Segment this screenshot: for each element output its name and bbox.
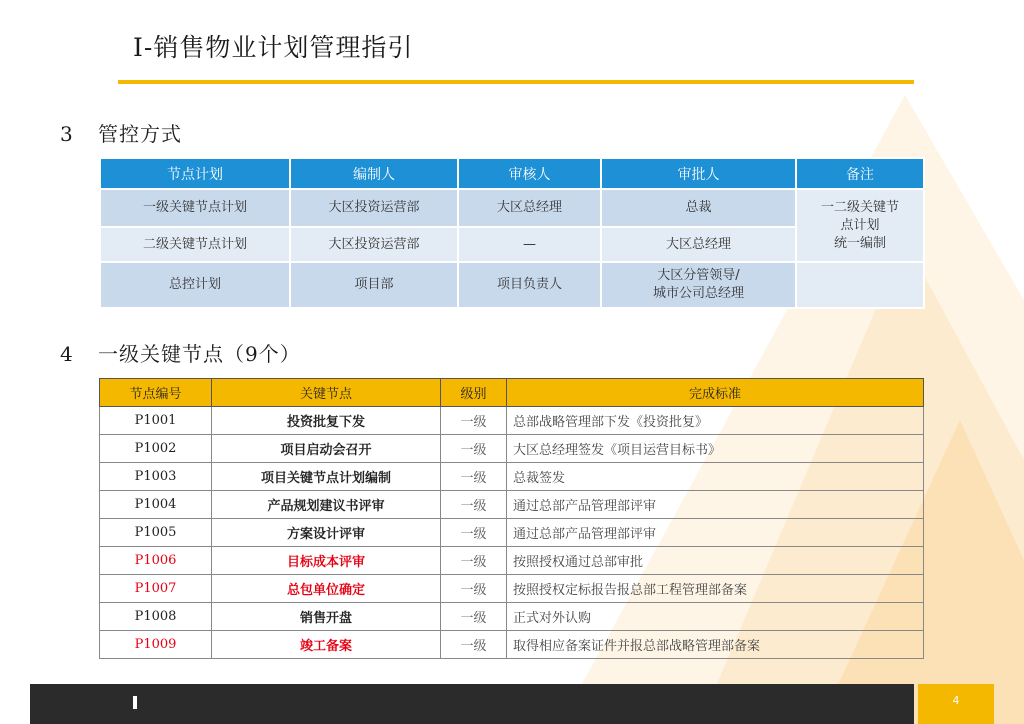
node-code: P1001 (100, 407, 212, 435)
key-nodes-table (99, 378, 924, 659)
approver-cell (601, 262, 796, 308)
approver-text: 大区分管领导/ (657, 268, 740, 283)
node-name: 竣工备案 (212, 631, 441, 659)
table-row (100, 491, 924, 519)
note-text: 一二级关键节 (820, 199, 899, 215)
column-header: 编制人 (290, 158, 458, 189)
node-name: 投资批复下发 (212, 407, 441, 435)
table-header-row (100, 158, 924, 189)
approver-cell: 大区总经理 (601, 227, 796, 262)
node-code: P1009 (100, 631, 212, 659)
column-header: 审批人 (601, 158, 796, 189)
node-level: 一级 (441, 631, 507, 659)
node-level: 一级 (441, 603, 507, 631)
section-heading-key-nodes (60, 338, 301, 367)
page-title: Ⅰ-销售物业计划管理指引 (133, 33, 414, 62)
node-level: 一级 (441, 519, 507, 547)
note-text: 点计划 (840, 217, 880, 233)
column-header: 关键节点 (212, 379, 441, 407)
node-level: 一级 (441, 575, 507, 603)
completion-standard: 取得相应备案证件并报总部战略管理部备案 (507, 631, 924, 659)
column-header: 备注 (796, 158, 924, 189)
footer-bar (30, 684, 914, 724)
completion-standard: 总裁签发 (507, 463, 924, 491)
section-number: 4 (60, 342, 74, 366)
completion-standard: 通过总部产品管理部评审 (507, 519, 924, 547)
node-name: 项目关键节点计划编制 (212, 463, 441, 491)
node-code: P1007 (100, 575, 212, 603)
column-header: 节点计划 (100, 158, 290, 189)
preparer-cell: 大区投资运营部 (290, 227, 458, 262)
node-name: 销售开盘 (212, 603, 441, 631)
table-row (100, 262, 924, 308)
node-code: P1002 (100, 435, 212, 463)
node-level: 一级 (441, 407, 507, 435)
table-row (100, 463, 924, 491)
note-text: 统一编制 (833, 235, 886, 251)
plan-cell: 总控计划 (100, 262, 290, 308)
completion-standard: 按照授权定标报告报总部工程管理部备案 (507, 575, 924, 603)
section-heading-control (60, 118, 182, 147)
node-code: P1005 (100, 519, 212, 547)
plan-cell: 二级关键节点计划 (100, 227, 290, 262)
completion-standard: 通过总部产品管理部评审 (507, 491, 924, 519)
preparer-cell: 项目部 (290, 262, 458, 308)
table-row (100, 189, 924, 227)
section-number: 3 (60, 122, 74, 146)
table-row (100, 575, 924, 603)
preparer-cell: 大区投资运营部 (290, 189, 458, 227)
node-name: 总包单位确定 (212, 575, 441, 603)
table-row (100, 407, 924, 435)
footer-marker (133, 696, 137, 709)
section-title: 一级关键节点（9个） (98, 342, 301, 366)
title-underline (118, 80, 914, 84)
column-header: 级别 (441, 379, 507, 407)
node-code: P1003 (100, 463, 212, 491)
node-code: P1006 (100, 547, 212, 575)
node-name: 产品规划建议书评审 (212, 491, 441, 519)
control-method-table (99, 157, 925, 309)
node-name: 项目启动会召开 (212, 435, 441, 463)
table-header-row (100, 379, 924, 407)
completion-standard: 正式对外认购 (507, 603, 924, 631)
completion-standard: 总部战略管理部下发《投资批复》 (507, 407, 924, 435)
note-cell (796, 189, 924, 262)
table-row (100, 435, 924, 463)
column-header: 完成标准 (507, 379, 924, 407)
node-code: P1004 (100, 491, 212, 519)
node-level: 一级 (441, 463, 507, 491)
node-level: 一级 (441, 547, 507, 575)
node-level: 一级 (441, 491, 507, 519)
completion-standard: 按照授权通过总部审批 (507, 547, 924, 575)
reviewer-cell: — (458, 227, 601, 262)
column-header: 节点编号 (100, 379, 212, 407)
table-row (100, 547, 924, 575)
reviewer-cell: 项目负责人 (458, 262, 601, 308)
empty-note-cell (796, 262, 924, 308)
approver-cell: 总裁 (601, 189, 796, 227)
table-row (100, 631, 924, 659)
reviewer-cell: 大区总经理 (458, 189, 601, 227)
node-level: 一级 (441, 435, 507, 463)
table-row (100, 603, 924, 631)
approver-text: 城市公司总经理 (652, 286, 744, 301)
table-row (100, 519, 924, 547)
node-name: 目标成本评审 (212, 547, 441, 575)
completion-standard: 大区总经理签发《项目运营目标书》 (507, 435, 924, 463)
node-name: 方案设计评审 (212, 519, 441, 547)
section-title: 管控方式 (98, 122, 182, 146)
node-code: P1008 (100, 603, 212, 631)
page-number: 4 (952, 694, 960, 707)
column-header: 审核人 (458, 158, 601, 189)
plan-cell: 一级关键节点计划 (100, 189, 290, 227)
